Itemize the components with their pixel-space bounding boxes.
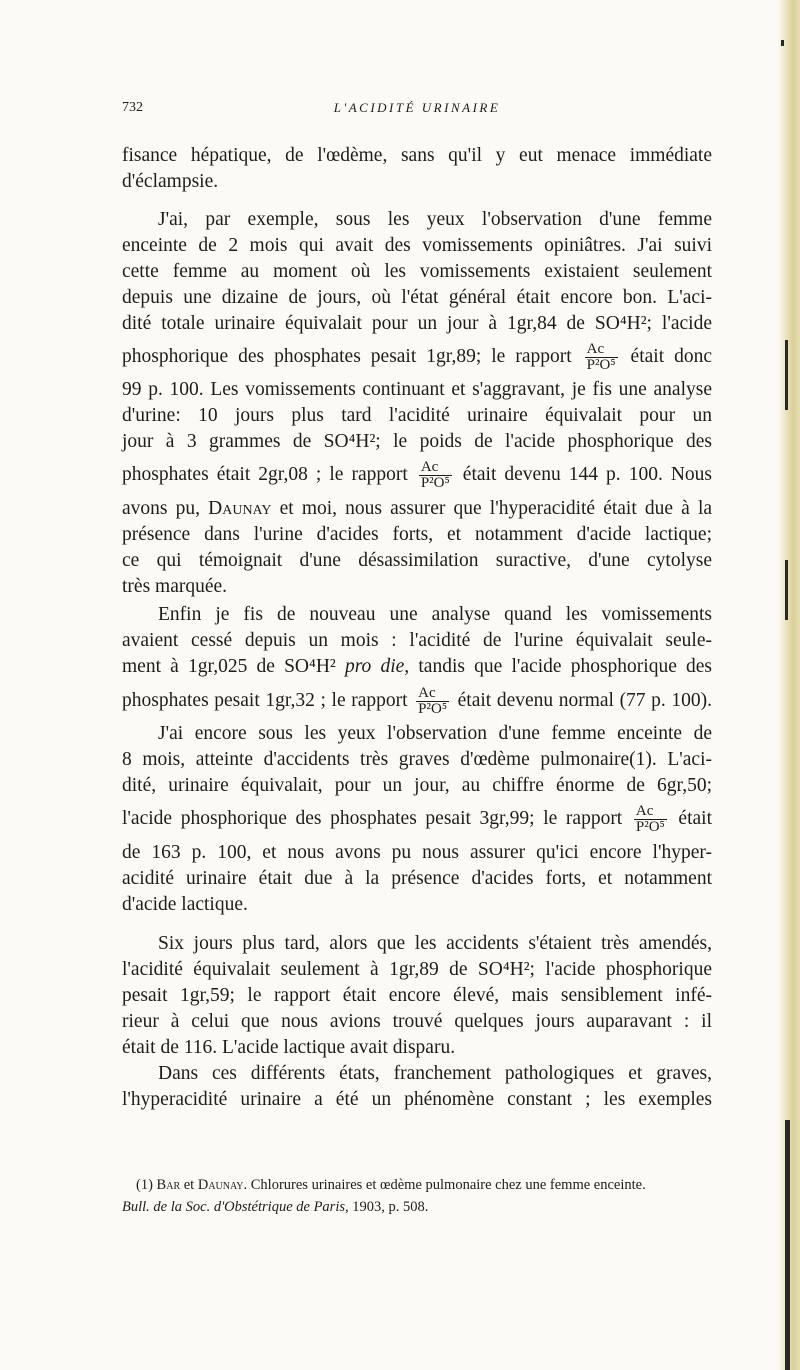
page-number: 732 [122, 100, 143, 115]
text-line: J'ai, par exemple, sous les yeux l'observation d'une femme [158, 209, 712, 230]
fraction-numerator: Ac [585, 342, 618, 358]
text-line-with-fraction [122, 460, 712, 491]
text-line: avaient cessé depuis un mois : l'acidité de l'urine équivalait seule- [122, 630, 712, 651]
edge-mark [781, 40, 784, 46]
text-line: fisance hépatique, de l'œdème, sans qu'il y eut menace immédiate [122, 145, 712, 166]
text-line: de 163 p. 100, et nous avons pu nous assurer qu'ici encore l'hyper- [122, 842, 712, 863]
text-line: présence dans l'urine d'acides forts, et notamment d'acide lactique; [122, 524, 712, 545]
text-segment: était [678, 807, 712, 829]
footnote-marker: (1) [136, 1177, 153, 1193]
journal-title: Bull. de la Soc. d'Obstétrique de Paris, [122, 1199, 349, 1215]
page-header [122, 100, 712, 122]
text-line: Dans ces différents états, franchement pathologiques et graves, [158, 1063, 712, 1084]
text-segment: avons pu, [122, 498, 200, 519]
text-line: rieur à celui que nous avions trouvé quelques jours auparavant : il [122, 1011, 712, 1032]
text-segment: et moi, nous assurer que l'hyperacidité était due à la [279, 498, 713, 519]
author-name: Daunay. [197, 1177, 248, 1193]
footnote-line [122, 1175, 712, 1195]
text-line-with-fraction [122, 342, 712, 373]
fraction-numerator: Ac [419, 460, 452, 476]
text-line: J'ai encore sous les yeux l'observation d'une femme enceinte de [158, 723, 712, 744]
text-segment: et [183, 1177, 195, 1193]
text-line-with-fraction [122, 686, 712, 717]
page-edge-decoration [778, 0, 800, 1370]
fraction-denominator: P²O⁵ [418, 701, 448, 717]
text-line: cette femme au moment où les vomissements existaient seulement [122, 261, 712, 282]
text-line: dité totale urinaire équivalait pour un jour à 1gr,84 de SO⁴H²; l'acide [122, 313, 712, 334]
fraction-denominator: P²O⁵ [635, 819, 665, 835]
fraction-numerator: Ac [634, 804, 667, 820]
text-line [122, 655, 712, 679]
text-segment: était devenu 144 p. 100. Nous [462, 463, 713, 485]
author-name: Bar [156, 1177, 181, 1193]
text-segment: tandis que l'acide phosphorique des [418, 656, 713, 677]
text-line: depuis une dizaine de jours, où l'état général était encore bon. L'aci- [122, 287, 712, 308]
ratio-fraction [585, 342, 618, 373]
text-line: l'hyperacidité urinaire a été un phénomène constant ; les exemples [122, 1089, 712, 1110]
text-line [122, 497, 712, 521]
text-line: ce qui témoignait d'une désassimilation suractive, d'une cytolyse [122, 550, 712, 571]
text-segment: était donc [630, 345, 713, 367]
latin-phrase: pro die, [344, 656, 410, 677]
text-segment: l'acide phosphorique des phosphates pesait 3gr,99; le rapport [122, 807, 623, 829]
edge-mark [785, 1120, 790, 1370]
text-segment: 1903, p. 508. [352, 1199, 429, 1215]
text-line: jour à 3 grammes de SO⁴H²; le poids de l'acide phosphorique des [122, 431, 712, 452]
author-name: Daunay [208, 498, 272, 519]
text-line: enceinte de 2 mois qui avait des vomissements opiniâtres. J'ai suivi [122, 235, 712, 256]
text-line: pesait 1gr,59; le rapport était encore élevé, mais sensiblement infé- [122, 985, 712, 1006]
text-line: très marquée. [122, 576, 228, 597]
text-line: l'acidité équivalait seulement à 1gr,89 de SO⁴H²; l'acide phosphorique [122, 959, 712, 980]
text-line: d'acide lactique. [122, 894, 248, 915]
text-line: 99 p. 100. Les vomissements continuant et s'aggravant, je fis une analyse [122, 379, 712, 400]
running-title: L'ACIDITÉ URINAIRE [333, 100, 501, 115]
ratio-fraction [416, 686, 449, 717]
text-line: acidité urinaire était due à la présence d'acides forts, et notamment [122, 868, 712, 889]
fraction-denominator: P²O⁵ [420, 475, 450, 491]
text-segment: phosphates était 2gr,08 ; le rapport [122, 463, 408, 485]
text-line: 8 mois, atteinte d'accidents très graves d'œdème pulmonaire(1). L'aci- [122, 749, 712, 770]
edge-mark [785, 340, 788, 410]
text-segment: phosphorique des phosphates pesait 1gr,89; le rapport [122, 345, 572, 367]
text-segment: phosphates pesait 1gr,32 ; le rapport [122, 689, 408, 711]
text-segment: ment à 1gr,025 de SO⁴H² [122, 656, 336, 677]
text-line: d'éclampsie. [122, 171, 219, 192]
text-line: était de 116. L'acide lactique avait disparu. [122, 1037, 456, 1058]
text-line: dité, urinaire équivalait, pour un jour, au chiffre énorme de 6gr,50; [122, 775, 712, 796]
edge-mark [785, 560, 788, 620]
text-line: d'urine: 10 jours plus tard l'acidité urinaire équivalait pour un [122, 405, 712, 426]
text-segment: Chlorures urinaires et œdème pulmonaire chez une femme enceinte. [250, 1177, 646, 1193]
fraction-denominator: P²O⁵ [586, 357, 616, 373]
ratio-fraction [419, 460, 452, 491]
footnote-line [122, 1197, 712, 1217]
text-line: Enfin je fis de nouveau une analyse quand les vomissements [158, 604, 712, 625]
text-line-with-fraction [122, 804, 712, 835]
text-segment: était devenu normal (77 p. 100). [457, 689, 713, 711]
fraction-numerator: Ac [416, 686, 449, 702]
ratio-fraction [634, 804, 667, 835]
text-line: Six jours plus tard, alors que les accidents s'étaient très amendés, [158, 933, 712, 954]
